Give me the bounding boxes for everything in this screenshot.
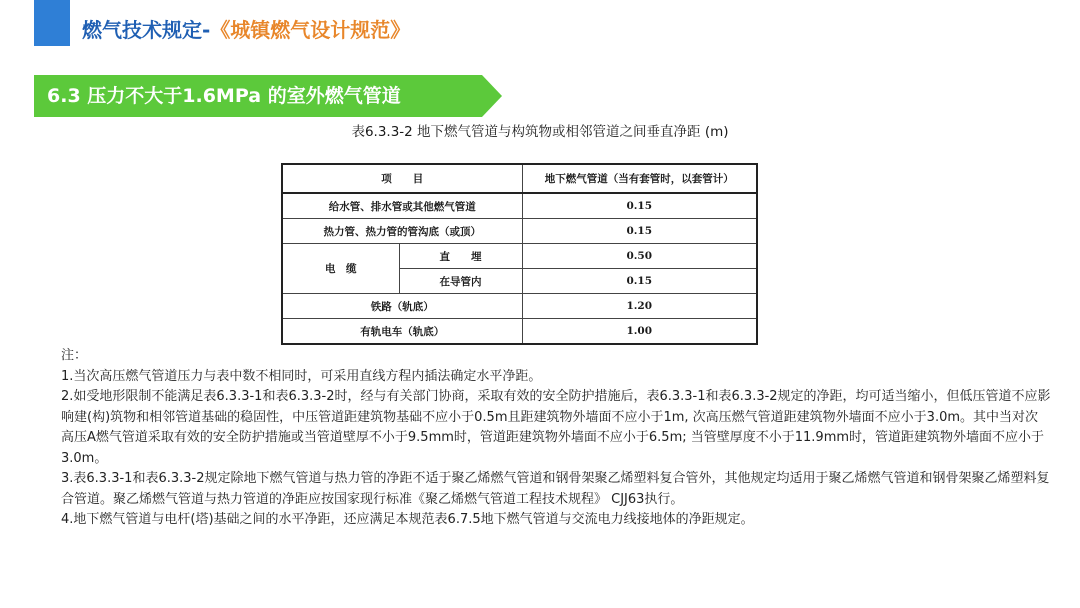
note-item: 4.地下燃气管道与电杆(塔)基础之间的水平净距，还应满足本规范表6.7.5地下燃气管道与交流电力线接地体的净距规定。 [61, 512, 754, 527]
notes-heading: 注： [61, 348, 88, 363]
table-caption: 表6.3.3-2 地下燃气管道与构筑物或相邻管道之间垂直净距 (m) [351, 124, 729, 140]
row-subitem: 在导管内 [399, 269, 522, 294]
table-row [282, 244, 757, 269]
table-row [282, 193, 757, 219]
page-title-sub: 《城镇燃气设计规范》 [210, 18, 411, 42]
row-value: 1.00 [522, 319, 757, 345]
table-row [282, 294, 757, 319]
row-value: 0.50 [522, 244, 757, 269]
header-clearance: 地下燃气管道（当有套管时，以套管计） [522, 164, 757, 193]
clearance-table [281, 163, 758, 345]
row-group-cable: 电 缆 [282, 244, 399, 294]
page-title-main: 燃气技术规定- [82, 18, 211, 42]
row-subitem: 直 埋 [399, 244, 522, 269]
note-item: 1.当次高压燃气管道压力与表中数不相同时，可采用直线方程内插法确定水平净距。 [61, 368, 542, 384]
table-header-row [282, 164, 757, 193]
row-value: 0.15 [522, 219, 757, 244]
page-title [82, 15, 410, 45]
table-row [282, 319, 757, 345]
row-item: 热力管、热力管的管沟底（或顶） [282, 219, 522, 244]
row-item: 有轨电车（轨底） [282, 319, 522, 345]
row-item: 给水管、排水管或其他燃气管道 [282, 193, 522, 219]
row-value: 0.15 [522, 269, 757, 294]
notes-section [61, 346, 1051, 531]
header-item: 项 目 [282, 164, 522, 193]
note-item: 2.如受地形限制不能满足表6.3.3-1和表6.3.3-2时，经与有关部门协商，采取有效的安全防护措施后，表6.3.3-1和表6.3.3-2规定的净距，均可适当缩小，但低压管道不应影响建(构)筑物和相邻管道基础的稳固性，中压管道距建筑物基础不应小于0.5m且距建筑物外墙面不应小于1m, 次高压燃气管道距建筑物外墙面不应小于3.0m。其中当对次高压A燃气管道采取有效的安全防护措施或当管道壁厚不小于9.5mm时，管道距建筑物外墙面不应小于6.5m; 当管壁厚度不小于11.9mm时，管道距建筑物外墙面不应小于3.0m。 [61, 389, 1051, 466]
header-accent-block [34, 0, 70, 46]
section-title: 6.3 压力不大于1.6MPa 的室外燃气管道 [47, 85, 401, 107]
note-item: 3.表6.3.3-1和表6.3.3-2规定除地下燃气管道与热力管的净距不适于聚乙烯燃气管道和钢骨架聚乙烯塑料复合管外，其他规定均适用于聚乙烯燃气管道和钢骨架聚乙烯塑料复合管道。聚乙烯燃气管道与热力管道的净距应按国家现行标准《聚乙烯燃气管道工程技术规程》 CJJ63执行。 [61, 471, 1050, 507]
table-row [282, 219, 757, 244]
row-item: 铁路（轨底） [282, 294, 522, 319]
section-banner [34, 75, 502, 117]
row-value: 0.15 [522, 193, 757, 219]
row-value: 1.20 [522, 294, 757, 319]
